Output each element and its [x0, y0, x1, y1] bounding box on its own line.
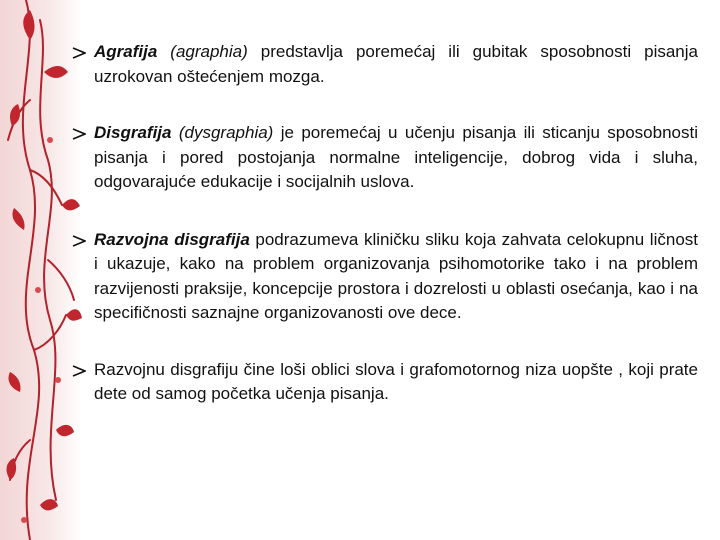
- arrowhead-icon: [72, 128, 86, 140]
- bullet-latin-term: (agraphia): [170, 42, 248, 61]
- bullet-razvojnu-disgrafiju: [72, 358, 698, 407]
- bullet-term: Agrafija: [94, 42, 158, 61]
- bullet-razvojna-disgrafija: [72, 228, 698, 326]
- arrowhead-icon: [72, 365, 86, 377]
- bullet-latin-term: (dysgraphia): [178, 123, 274, 142]
- bullet-list: [72, 40, 698, 407]
- bullet-agrafija: [72, 40, 698, 89]
- arrowhead-icon: [72, 47, 86, 59]
- floral-vine-icon: [0, 0, 82, 540]
- bullet-term: Disgrafija: [94, 123, 172, 142]
- bullet-text: Razvojnu disgrafiju čine loši oblici slova i grafomotornog niza uopšte , koji prate dete od samog početka učenja pisanja.: [94, 359, 698, 403]
- bullet-text: podrazumeva kliničku sliku koja zahvata celokupnu ličnost i ukazuje, kako na problem organizovanja psihomotorike tako i na problem razvijenosti praksije, koncepcije prostora i dozrelosti u oblasti osećanja, kao i na specifičnosti saznajne organizovanosti ove dece.: [94, 229, 698, 322]
- bullet-disgrafija: [72, 121, 698, 195]
- bullet-term: Razvojna disgrafija: [94, 229, 250, 249]
- arrowhead-icon: [72, 235, 86, 247]
- bullet-text: predstavlja poremećaj ili gubitak sposobnosti pisanja uzrokovan oštećenjem mozga.: [94, 42, 698, 86]
- bullet-text: je poremećaj u učenju pisanja ili sticanju sposobnosti pisanja i pored postojanja normalne inteligencije, dobrog vida i sluha, odgovarajuće edukacije i socijalnih uslova.: [94, 123, 698, 191]
